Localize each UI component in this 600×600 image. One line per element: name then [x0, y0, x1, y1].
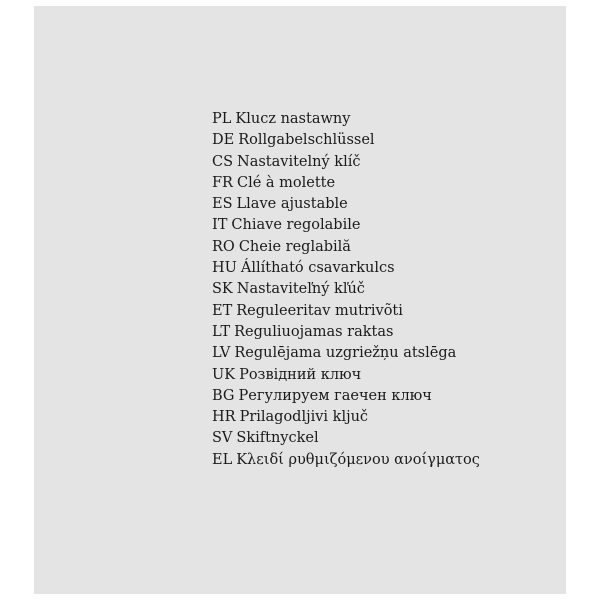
- language-code: CS: [212, 153, 234, 170]
- language-code: LV: [212, 345, 231, 362]
- translation-text: Prilagodljivi ključ: [239, 409, 369, 426]
- list-item-ro: [212, 237, 480, 258]
- list-item-fr: [212, 173, 480, 194]
- language-code: HU: [212, 260, 237, 277]
- list-item-bg: [212, 386, 480, 407]
- translation-text: Регулируем гаечен ключ: [238, 387, 432, 404]
- list-item-sk: [212, 279, 480, 300]
- list-item-uk: [212, 365, 480, 386]
- language-code: ET: [212, 302, 233, 319]
- list-item-pl: [212, 109, 480, 130]
- translation-text: Rollgabelschlüssel: [238, 132, 375, 149]
- language-code: LT: [212, 323, 231, 340]
- translation-text: Reguleeritav mutrivõti: [236, 302, 403, 319]
- list-item-hu: [212, 258, 480, 279]
- translation-text: Clé à molette: [236, 174, 336, 191]
- translation-text: Nastavitelný klíč: [237, 153, 361, 170]
- language-code: SK: [212, 281, 233, 298]
- list-item-el: [212, 450, 480, 471]
- language-code: BG: [212, 387, 235, 404]
- translation-text: Chiave regolabile: [231, 217, 361, 234]
- language-code: ES: [212, 196, 233, 213]
- list-item-es: [212, 194, 480, 215]
- list-item-hr: [212, 407, 480, 428]
- translation-text: Reguliuojamas raktas: [234, 323, 394, 340]
- translation-text: Klucz nastawny: [235, 111, 351, 127]
- list-item-lt: [212, 322, 480, 343]
- translation-text: Розвідний ключ: [239, 366, 362, 383]
- language-code: PL: [212, 111, 232, 127]
- translation-text: Skiftnyckel: [236, 430, 319, 447]
- language-code: UK: [212, 366, 236, 383]
- list-item-lv: [212, 343, 480, 364]
- language-code: EL: [212, 451, 233, 468]
- list-item-sv: [212, 428, 480, 449]
- language-code: IT: [212, 217, 228, 234]
- translation-text: Regulējama uzgriežņu atslēga: [234, 345, 457, 362]
- translation-text: Állítható csavarkulcs: [240, 260, 395, 277]
- translation-list: [212, 109, 480, 471]
- document-page: [34, 6, 566, 594]
- language-code: HR: [212, 409, 236, 426]
- translation-text: Llave ajustable: [236, 196, 348, 213]
- list-item-it: [212, 215, 480, 236]
- language-code: SV: [212, 430, 233, 447]
- translation-text: Κλειδί ρυθμιζόμενου ανοίγματος: [236, 451, 480, 468]
- list-item-cs: [212, 152, 480, 173]
- language-code: FR: [212, 174, 233, 191]
- language-code: DE: [212, 132, 235, 149]
- list-item-et: [212, 301, 480, 322]
- translation-text: Cheie reglabilă: [238, 238, 351, 255]
- language-code: RO: [212, 238, 235, 255]
- list-item-de: [212, 130, 480, 151]
- translation-text: Nastaviteľný kľúč: [236, 281, 365, 298]
